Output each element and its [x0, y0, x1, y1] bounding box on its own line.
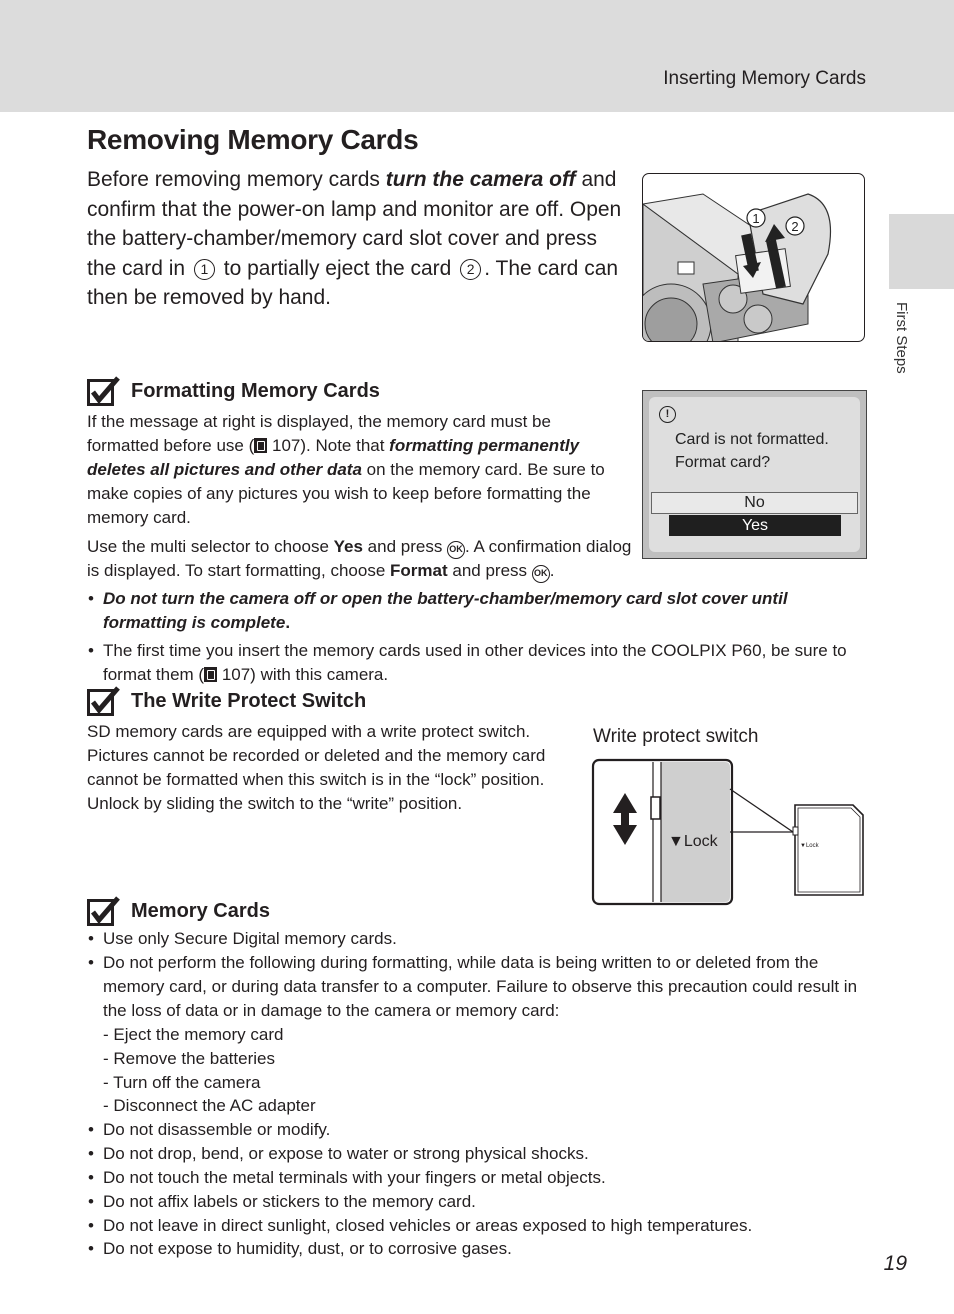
- list-item: • Do not disassemble or modify.: [88, 1120, 331, 1139]
- page-number: 19: [883, 1252, 907, 1275]
- list-item: • Do not drop, bend, or expose to water or strong physical shocks.: [88, 1144, 589, 1163]
- formatting-paragraph-1: If the message at right is displayed, the memory card must be formatted before use ( 107). Note that formatting permanently deletes all pictures and other data on the memory card. Be sure to make copies of any pictures you wish to keep before formatting the memory card.: [87, 412, 605, 527]
- warning-line-2: Format card?: [675, 454, 771, 471]
- page-title: Removing Memory Cards: [87, 124, 419, 155]
- ok-button-icon: OK: [532, 565, 550, 583]
- write-protect-heading-text: The Write Protect Switch: [131, 689, 367, 712]
- warning-icon: !: [659, 406, 676, 423]
- side-tab-label: First Steps: [893, 302, 910, 374]
- warning-message: [675, 428, 829, 474]
- option-no: No: [651, 492, 858, 514]
- formatting-paragraph-2: Use the multi selector to choose Yes and press OK . A confirmation dialog is displayed. To start formatting, choose Format and press OK .: [87, 535, 632, 583]
- memory-cards-heading: [87, 896, 270, 926]
- option-yes-selected: Yes: [669, 515, 841, 536]
- lock-label: ▼Lock: [668, 833, 718, 850]
- card-eject-illustration: [642, 173, 865, 342]
- memory-cards-heading-text: Memory Cards: [131, 899, 270, 922]
- list-item: • Do not perform the following during formatting, while data is being written to or deleted from the memory card, or during data transfer to a computer. Failure to observe this precaution could result in the loss of data or in damage to the camera or memory card:: [88, 953, 858, 1020]
- section-title: Inserting Memory Cards: [663, 68, 866, 89]
- list-item: • Do not touch the metal terminals with your fingers or metal objects.: [88, 1168, 606, 1187]
- checkmark-note-icon: [87, 896, 120, 926]
- intro-paragraph: Before removing memory cards turn the camera off and confirm that the power-on lamp and monitor are off. Open the battery-chamber/memory card slot cover and press the card in 1 to partially eject the card 2 . The card can then be removed by hand.: [87, 168, 622, 309]
- format-warning-screen: [642, 390, 867, 559]
- illustration-step-2: 2: [791, 219, 799, 234]
- reference-icon: [204, 667, 217, 682]
- warning-line-1: Card is not formatted.: [675, 431, 829, 448]
- list-item: • Do not leave in direct sunlight, closed vehicles or areas exposed to high temperatures.: [88, 1216, 753, 1235]
- formatting-heading-text: Formatting Memory Cards: [131, 379, 380, 402]
- formatting-warning-bullet: • Do not turn the camera off or open the battery-chamber/memory card slot cover until formatting is complete.: [88, 589, 788, 632]
- sub-list-item: - Disconnect the AC adapter: [103, 1096, 316, 1115]
- step-1-marker: 1: [194, 259, 215, 280]
- write-protect-figure-label: Write protect switch: [593, 726, 759, 747]
- ok-button-icon: OK: [447, 541, 465, 559]
- list-item: • Do not affix labels or stickers to the memory card.: [88, 1192, 476, 1211]
- checkmark-note-icon: [87, 686, 120, 716]
- list-item: • Do not expose to humidity, dust, or to corrosive gases.: [88, 1239, 512, 1258]
- step-2-marker: 2: [460, 259, 481, 280]
- sub-list-item: - Remove the batteries: [103, 1049, 275, 1068]
- formatting-heading: [87, 376, 380, 406]
- sub-list-item: - Eject the memory card: [103, 1025, 284, 1044]
- side-tab: [889, 214, 954, 289]
- write-protect-paragraph: SD memory cards are equipped with a write protect switch. Pictures cannot be recorded or deleted and the memory card cannot be formatted when this switch is in the “lock” position. Unlock by sliding the switch to the “write” position.: [87, 722, 546, 813]
- list-item: • Use only Secure Digital memory cards.: [88, 929, 397, 948]
- write-protect-heading: [87, 686, 366, 716]
- checkmark-note-icon: [87, 376, 120, 406]
- sub-list-item: - Turn off the camera: [103, 1073, 261, 1092]
- reference-icon: [254, 438, 267, 453]
- header-band: [0, 0, 954, 112]
- illustration-step-1: 1: [752, 211, 760, 226]
- formatting-info-bullet: • The first time you insert the memory cards used in other devices into the COOLPIX P60, be sure to format them ( 107) with this camera.: [88, 641, 847, 684]
- write-protect-illustration: [591, 757, 867, 907]
- card-lock-label: ▼Lock: [800, 843, 819, 849]
